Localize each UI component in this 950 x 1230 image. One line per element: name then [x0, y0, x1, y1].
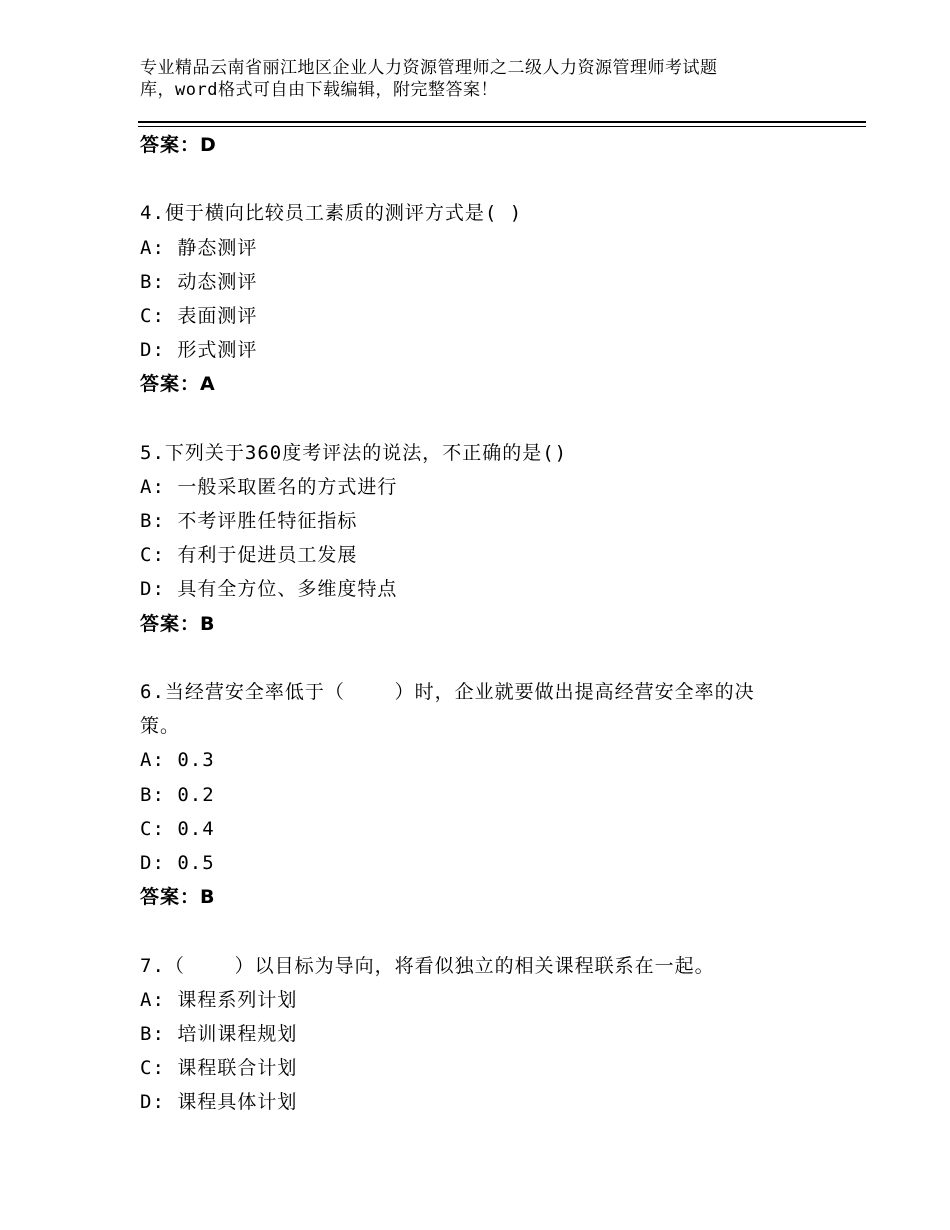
- question-7: [140, 949, 820, 1120]
- header-title-line-1: 专业精品云南省丽江地区企业人力资源管理师之二级人力资源管理师考试题: [140, 58, 718, 78]
- option-a: A: 0.3: [140, 749, 215, 772]
- page-header: [140, 57, 780, 101]
- question-6: [140, 675, 820, 914]
- spacer: [140, 402, 820, 436]
- option-d: D: 0.5: [140, 851, 215, 874]
- spacer: [140, 641, 820, 675]
- question-5: [140, 436, 820, 641]
- answer-label: 答案：B: [140, 612, 216, 635]
- option-b: B: 动态测评: [140, 270, 258, 293]
- option-c: C: 有利于促进员工发展: [140, 544, 358, 567]
- option-a: A: 一般采取匿名的方式进行: [140, 475, 398, 498]
- spacer: [140, 914, 820, 948]
- option-d: D: 课程具体计划: [140, 1091, 298, 1114]
- option-b: B: 不考评胜任特征指标: [140, 510, 358, 533]
- option-b: B: 0.2: [140, 783, 215, 806]
- header-title-line-2: 库，word格式可自由下载编辑，附完整答案！: [140, 80, 498, 100]
- question-stem: 5.下列关于360度考评法的说法，不正确的是(): [140, 441, 568, 464]
- option-d: D: 具有全方位、多维度特点: [140, 578, 398, 601]
- question-stem: 4.便于横向比较员工素质的测评方式是( ): [140, 202, 523, 225]
- spacer: [140, 162, 820, 196]
- option-c: C: 0.4: [140, 817, 215, 840]
- question-stem-line-1: 6.当经营安全率低于（ ）时，企业就要做出提高经营安全率的决: [140, 681, 755, 703]
- option-c: C: 表面测评: [140, 304, 258, 327]
- option-c: C: 课程联合计划: [140, 1057, 298, 1080]
- option-a: A: 静态测评: [140, 236, 258, 259]
- answer-label: 答案：D: [140, 134, 217, 156]
- option-a: A: 课程系列计划: [140, 988, 298, 1011]
- question-stem-line-2: 策。: [140, 715, 181, 738]
- question-4: [140, 196, 820, 401]
- option-d: D: 形式测评: [140, 339, 258, 362]
- option-b: B: 培训课程规划: [140, 1022, 298, 1045]
- question-stem: 7.（ ）以目标为导向，将看似独立的相关课程联系在一起。: [140, 954, 715, 977]
- header-divider: [138, 121, 866, 127]
- question-list: [140, 128, 820, 1119]
- answer-label: 答案：A: [140, 373, 216, 396]
- answer-label: 答案：B: [140, 886, 216, 909]
